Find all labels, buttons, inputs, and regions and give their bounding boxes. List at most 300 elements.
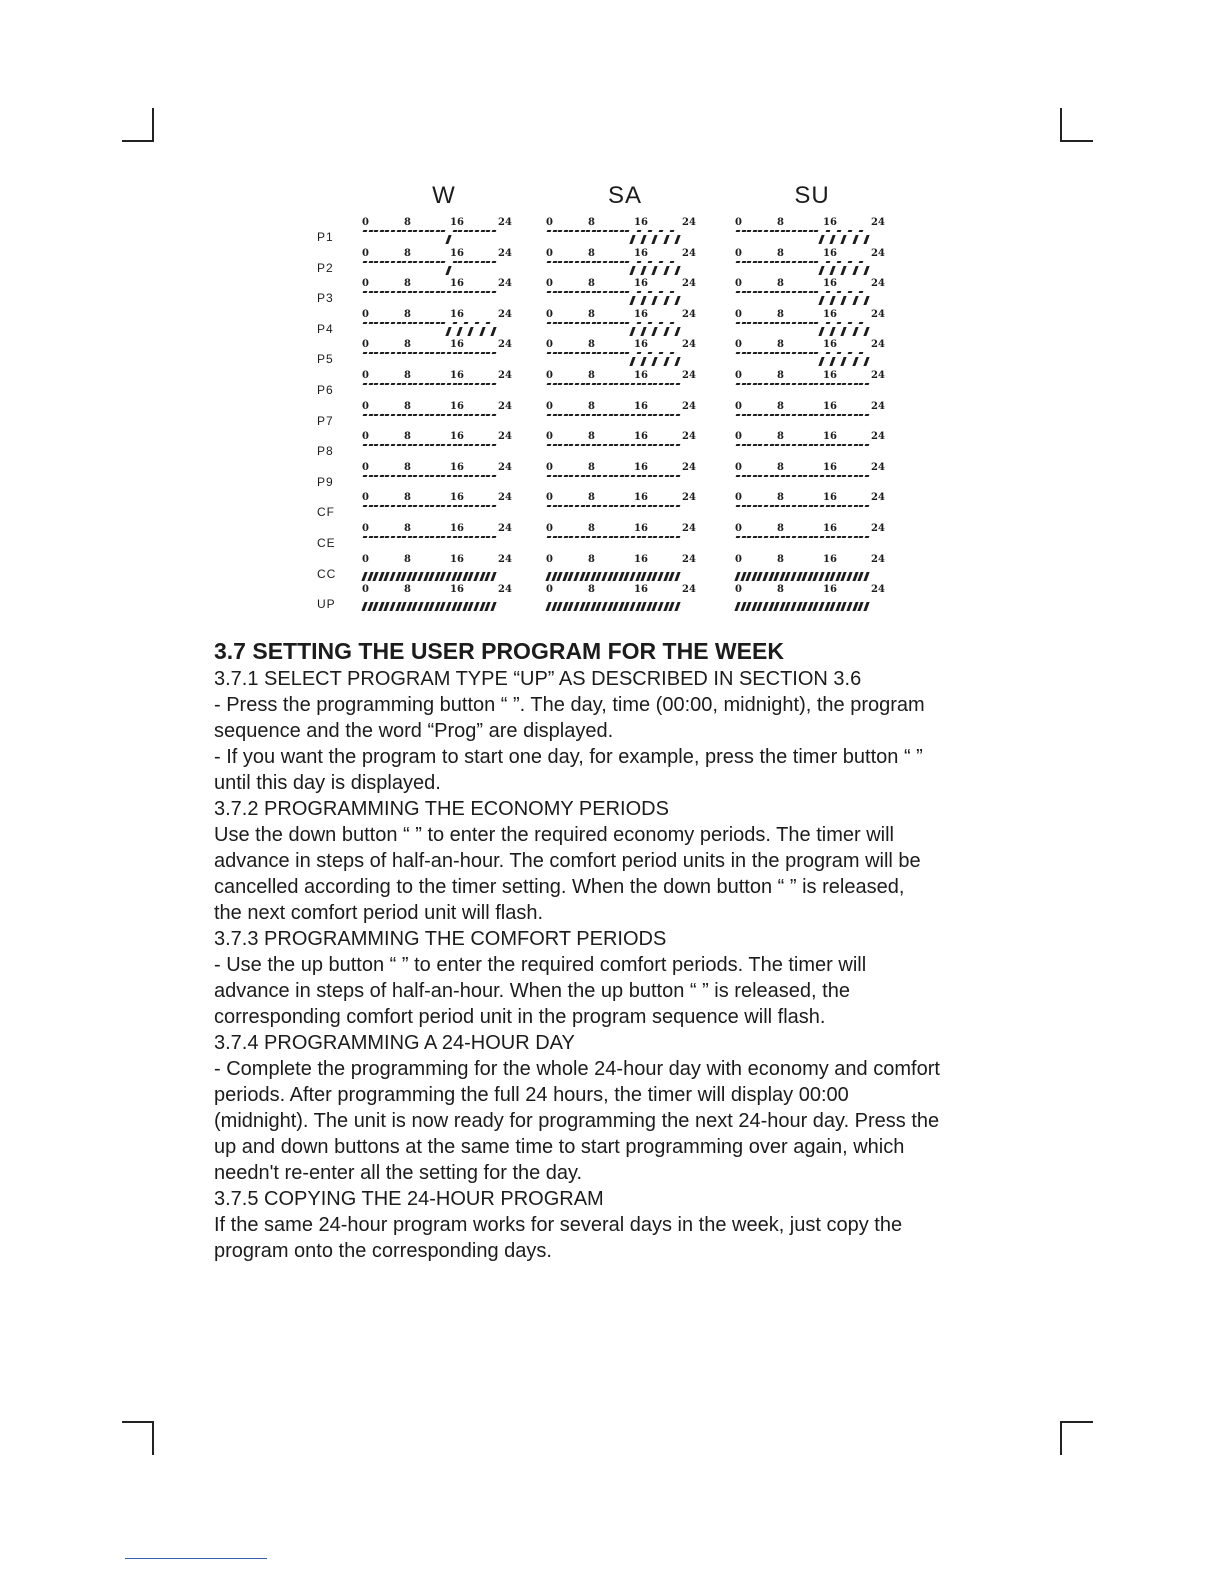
economy-segment bbox=[435, 536, 439, 538]
economy-segment bbox=[820, 383, 824, 385]
economy-segment bbox=[569, 291, 573, 293]
comfort-segment bbox=[858, 572, 864, 581]
economy-segment bbox=[552, 475, 556, 477]
economy-segment bbox=[363, 414, 367, 416]
economy-segment bbox=[475, 291, 479, 293]
economy-segment bbox=[396, 475, 400, 477]
economy-segment bbox=[848, 383, 852, 385]
economy-segment bbox=[558, 230, 562, 232]
program-slots bbox=[735, 321, 885, 337]
economy-segment bbox=[374, 261, 378, 263]
economy-segment bbox=[619, 414, 623, 416]
program-slots bbox=[735, 474, 885, 490]
economy-segment bbox=[475, 475, 479, 477]
economy-segment bbox=[625, 261, 629, 263]
economy-segment bbox=[430, 352, 434, 354]
comfort-segment bbox=[863, 357, 869, 366]
scale-tick: 0 bbox=[735, 431, 742, 443]
economy-segment bbox=[435, 475, 439, 477]
economy-segment bbox=[747, 291, 751, 293]
section-heading: 3.7 SETTING THE USER PROGRAM FOR THE WEEK bbox=[214, 638, 784, 664]
program-cell bbox=[546, 340, 696, 368]
economy-segment bbox=[752, 261, 756, 263]
economy-segment bbox=[563, 505, 567, 507]
program-slots bbox=[735, 260, 885, 276]
economy-segment bbox=[603, 291, 607, 293]
economy-segment bbox=[619, 475, 623, 477]
economy-segment bbox=[797, 322, 801, 324]
comfort-segment bbox=[830, 266, 836, 275]
text-line: advance in steps of half-an-hour. When the up button “ ” is released, the bbox=[214, 980, 850, 1002]
scale-tick: 8 bbox=[404, 584, 411, 596]
scale-tick: 24 bbox=[682, 584, 696, 596]
economy-segment bbox=[836, 383, 840, 385]
economy-segment bbox=[786, 352, 790, 354]
economy-segment bbox=[603, 230, 607, 232]
economy-segment bbox=[475, 536, 479, 538]
scale-tick: 24 bbox=[871, 247, 885, 259]
economy-segment bbox=[591, 505, 595, 507]
scale-tick: 24 bbox=[682, 492, 696, 504]
comfort-segment bbox=[674, 327, 680, 336]
comfort-segment bbox=[863, 296, 869, 305]
economy-segment bbox=[608, 322, 612, 324]
economy-segment bbox=[374, 322, 378, 324]
economy-segment bbox=[797, 352, 801, 354]
economy-segment bbox=[603, 414, 607, 416]
scale-tick: 16 bbox=[450, 370, 464, 381]
day-header-sa: SA bbox=[607, 182, 642, 209]
economy-segment bbox=[391, 230, 395, 232]
economy-segment bbox=[659, 444, 663, 446]
economy-segment bbox=[758, 322, 762, 324]
scale-tick: 24 bbox=[682, 400, 696, 412]
economy-segment bbox=[402, 414, 406, 416]
comfort-segment bbox=[545, 602, 551, 611]
economy-segment bbox=[486, 475, 490, 477]
economy-segment bbox=[480, 352, 484, 354]
economy-segment bbox=[385, 261, 389, 263]
scale-tick: 8 bbox=[404, 553, 411, 565]
economy-segment bbox=[558, 536, 562, 538]
economy-segment bbox=[736, 230, 740, 232]
economy-segment bbox=[664, 383, 668, 385]
scale-tick: 0 bbox=[546, 553, 553, 565]
economy-segment bbox=[631, 414, 635, 416]
economy-segment bbox=[825, 444, 829, 446]
economy-segment bbox=[859, 322, 863, 324]
economy-segment bbox=[808, 230, 812, 232]
economy-segment bbox=[758, 291, 762, 293]
economy-segment bbox=[619, 536, 623, 538]
program-label-p3: P3 bbox=[317, 291, 334, 306]
economy-segment bbox=[848, 291, 852, 293]
comfort-segment bbox=[457, 572, 463, 581]
economy-segment bbox=[447, 444, 451, 446]
economy-segment bbox=[803, 505, 807, 507]
economy-segment bbox=[491, 505, 495, 507]
economy-segment bbox=[463, 475, 467, 477]
economy-segment bbox=[441, 414, 445, 416]
economy-segment bbox=[758, 352, 762, 354]
scale-tick: 24 bbox=[682, 461, 696, 473]
program-slots bbox=[546, 443, 696, 459]
economy-segment bbox=[491, 261, 495, 263]
comfort-segment bbox=[674, 572, 680, 581]
economy-segment bbox=[407, 383, 411, 385]
economy-segment bbox=[591, 291, 595, 293]
economy-segment bbox=[391, 291, 395, 293]
economy-segment bbox=[563, 414, 567, 416]
economy-segment bbox=[775, 505, 779, 507]
comfort-segment bbox=[585, 572, 591, 581]
scale-tick: 24 bbox=[871, 492, 885, 504]
economy-segment bbox=[752, 383, 756, 385]
economy-segment bbox=[670, 414, 674, 416]
economy-segment bbox=[647, 261, 651, 263]
comfort-segment bbox=[830, 327, 836, 336]
economy-segment bbox=[764, 444, 768, 446]
program-slots bbox=[362, 229, 512, 245]
scale-tick: 0 bbox=[735, 278, 742, 290]
economy-segment bbox=[631, 444, 635, 446]
economy-segment bbox=[379, 383, 383, 385]
scale-tick: 8 bbox=[404, 431, 411, 443]
day-header-w: W bbox=[432, 182, 456, 209]
program-cell bbox=[546, 279, 696, 307]
economy-segment bbox=[836, 261, 840, 263]
program-cell bbox=[546, 585, 696, 613]
economy-segment bbox=[747, 444, 751, 446]
economy-segment bbox=[797, 536, 801, 538]
scale-tick: 16 bbox=[823, 584, 837, 596]
program-cell bbox=[735, 279, 885, 307]
day-header-su: SU bbox=[794, 182, 830, 209]
program-cell bbox=[546, 310, 696, 338]
economy-segment bbox=[736, 444, 740, 446]
text-line: - Press the programming button “ ”. The day, time (00:00, midnight), the program bbox=[214, 694, 925, 716]
economy-segment bbox=[374, 505, 378, 507]
scale-tick: 24 bbox=[682, 217, 696, 228]
scale-tick: 8 bbox=[404, 308, 411, 320]
economy-segment bbox=[786, 536, 790, 538]
economy-segment bbox=[775, 322, 779, 324]
economy-segment bbox=[586, 322, 590, 324]
scale-tick: 0 bbox=[735, 370, 742, 381]
scale-tick: 16 bbox=[450, 308, 464, 320]
program-slots bbox=[362, 474, 512, 490]
economy-segment bbox=[391, 536, 395, 538]
economy-segment bbox=[491, 291, 495, 293]
economy-segment bbox=[848, 475, 852, 477]
economy-segment bbox=[486, 352, 490, 354]
scale-tick: 16 bbox=[450, 461, 464, 473]
scale-tick: 8 bbox=[588, 370, 595, 381]
economy-segment bbox=[547, 505, 551, 507]
economy-segment bbox=[769, 536, 773, 538]
economy-segment bbox=[853, 475, 857, 477]
comfort-segment bbox=[852, 327, 858, 336]
comfort-segment bbox=[401, 572, 407, 581]
scale-tick: 8 bbox=[404, 339, 411, 351]
economy-segment bbox=[836, 475, 840, 477]
economy-segment bbox=[586, 475, 590, 477]
economy-segment bbox=[831, 505, 835, 507]
economy-segment bbox=[419, 352, 423, 354]
economy-segment bbox=[614, 505, 618, 507]
economy-segment bbox=[563, 291, 567, 293]
economy-segment bbox=[597, 536, 601, 538]
economy-segment bbox=[758, 536, 762, 538]
economy-segment bbox=[797, 261, 801, 263]
economy-segment bbox=[608, 291, 612, 293]
economy-segment bbox=[814, 505, 818, 507]
economy-segment bbox=[552, 505, 556, 507]
economy-segment bbox=[752, 505, 756, 507]
economy-segment bbox=[764, 414, 768, 416]
economy-segment bbox=[808, 475, 812, 477]
economy-segment bbox=[741, 383, 745, 385]
economy-segment bbox=[775, 352, 779, 354]
economy-segment bbox=[803, 444, 807, 446]
economy-segment bbox=[636, 230, 640, 232]
economy-segment bbox=[764, 352, 768, 354]
text-line: until this day is displayed. bbox=[214, 772, 441, 794]
economy-segment bbox=[419, 414, 423, 416]
economy-segment bbox=[558, 475, 562, 477]
program-label-p6: P6 bbox=[317, 383, 334, 397]
economy-segment bbox=[625, 475, 629, 477]
economy-segment bbox=[591, 475, 595, 477]
economy-segment bbox=[547, 322, 551, 324]
economy-segment bbox=[374, 383, 378, 385]
comfort-segment bbox=[830, 572, 836, 581]
economy-segment bbox=[385, 444, 389, 446]
economy-segment bbox=[552, 291, 556, 293]
economy-segment bbox=[736, 383, 740, 385]
economy-segment bbox=[647, 291, 651, 293]
scale-tick: 8 bbox=[777, 339, 784, 351]
economy-segment bbox=[419, 475, 423, 477]
scale-tick: 16 bbox=[634, 400, 648, 412]
economy-segment bbox=[608, 475, 612, 477]
comfort-segment bbox=[818, 602, 824, 611]
economy-segment bbox=[792, 414, 796, 416]
economy-segment bbox=[764, 322, 768, 324]
program-label-up: UP bbox=[317, 597, 336, 612]
scale-tick: 16 bbox=[634, 431, 648, 443]
economy-segment bbox=[569, 505, 573, 507]
comfort-segment bbox=[468, 327, 474, 336]
comfort-segment bbox=[674, 602, 680, 611]
program-cell bbox=[362, 432, 512, 460]
economy-segment bbox=[391, 322, 395, 324]
economy-segment bbox=[368, 230, 372, 232]
economy-segment bbox=[441, 230, 445, 232]
economy-segment bbox=[463, 444, 467, 446]
scale-tick: 16 bbox=[450, 217, 464, 228]
comfort-segment bbox=[663, 357, 669, 366]
economy-segment bbox=[736, 505, 740, 507]
economy-segment bbox=[636, 261, 640, 263]
economy-segment bbox=[374, 444, 378, 446]
economy-segment bbox=[848, 505, 852, 507]
economy-segment bbox=[396, 444, 400, 446]
comfort-segment bbox=[846, 572, 852, 581]
program-label-cf: CF bbox=[317, 505, 335, 520]
economy-segment bbox=[780, 322, 784, 324]
program-slots bbox=[735, 351, 885, 367]
economy-segment bbox=[363, 536, 367, 538]
economy-segment bbox=[363, 352, 367, 354]
economy-segment bbox=[463, 383, 467, 385]
economy-segment bbox=[547, 383, 551, 385]
program-slots bbox=[546, 351, 696, 367]
economy-segment bbox=[647, 444, 651, 446]
economy-segment bbox=[385, 230, 389, 232]
scale-tick: 24 bbox=[498, 584, 512, 596]
program-cell bbox=[546, 249, 696, 277]
economy-segment bbox=[435, 352, 439, 354]
economy-segment bbox=[475, 230, 479, 232]
economy-segment bbox=[769, 475, 773, 477]
economy-segment bbox=[486, 414, 490, 416]
scale-tick: 16 bbox=[634, 308, 648, 320]
text-line: 3.7.4 PROGRAMMING A 24-HOUR DAY bbox=[214, 1032, 575, 1054]
economy-segment bbox=[853, 505, 857, 507]
economy-segment bbox=[780, 536, 784, 538]
economy-segment bbox=[368, 505, 372, 507]
section-lines bbox=[214, 666, 1014, 1264]
program-cell bbox=[546, 493, 696, 521]
economy-segment bbox=[814, 230, 818, 232]
economy-segment bbox=[825, 352, 829, 354]
economy-segment bbox=[659, 291, 663, 293]
program-cell bbox=[362, 463, 512, 491]
economy-segment bbox=[363, 505, 367, 507]
economy-segment bbox=[647, 383, 651, 385]
comfort-segment bbox=[417, 602, 423, 611]
economy-segment bbox=[642, 536, 646, 538]
scale-tick: 8 bbox=[777, 492, 784, 504]
economy-segment bbox=[413, 261, 417, 263]
comfort-segment bbox=[573, 602, 579, 611]
scale-tick: 0 bbox=[546, 217, 553, 228]
economy-segment bbox=[424, 261, 428, 263]
economy-segment bbox=[402, 352, 406, 354]
comfort-segment bbox=[629, 572, 635, 581]
economy-segment bbox=[379, 444, 383, 446]
economy-segment bbox=[458, 383, 462, 385]
scale-tick: 8 bbox=[404, 523, 411, 534]
economy-segment bbox=[741, 475, 745, 477]
economy-segment bbox=[552, 444, 556, 446]
economy-segment bbox=[419, 230, 423, 232]
program-slots bbox=[362, 290, 512, 306]
scale-tick: 8 bbox=[588, 339, 595, 351]
economy-segment bbox=[452, 475, 456, 477]
economy-segment bbox=[575, 352, 579, 354]
economy-segment bbox=[831, 414, 835, 416]
economy-segment bbox=[402, 383, 406, 385]
scale-tick: 0 bbox=[362, 431, 369, 443]
scale-tick: 8 bbox=[777, 431, 784, 443]
economy-segment bbox=[597, 291, 601, 293]
comfort-segment bbox=[641, 327, 647, 336]
economy-segment bbox=[469, 291, 473, 293]
economy-segment bbox=[441, 352, 445, 354]
economy-segment bbox=[803, 291, 807, 293]
economy-segment bbox=[441, 505, 445, 507]
comfort-segment bbox=[641, 296, 647, 305]
economy-segment bbox=[758, 383, 762, 385]
economy-segment bbox=[424, 414, 428, 416]
economy-segment bbox=[608, 352, 612, 354]
economy-segment bbox=[675, 383, 679, 385]
comfort-segment bbox=[818, 235, 824, 244]
scale-tick: 0 bbox=[735, 247, 742, 259]
economy-segment bbox=[475, 414, 479, 416]
economy-segment bbox=[653, 505, 657, 507]
comfort-segment bbox=[830, 296, 836, 305]
economy-segment bbox=[419, 291, 423, 293]
economy-segment bbox=[808, 291, 812, 293]
economy-segment bbox=[614, 475, 618, 477]
economy-segment bbox=[374, 414, 378, 416]
program-slots bbox=[546, 596, 696, 612]
economy-segment bbox=[463, 230, 467, 232]
economy-segment bbox=[469, 475, 473, 477]
economy-segment bbox=[486, 261, 490, 263]
economy-segment bbox=[363, 322, 367, 324]
economy-segment bbox=[764, 383, 768, 385]
economy-segment bbox=[580, 536, 584, 538]
economy-segment bbox=[374, 475, 378, 477]
scale-tick: 8 bbox=[777, 584, 784, 596]
economy-segment bbox=[747, 352, 751, 354]
economy-segment bbox=[820, 505, 824, 507]
economy-segment bbox=[848, 414, 852, 416]
comfort-segment bbox=[545, 572, 551, 581]
program-label-p1: P1 bbox=[317, 230, 334, 244]
economy-segment bbox=[586, 505, 590, 507]
economy-segment bbox=[385, 291, 389, 293]
economy-segment bbox=[603, 383, 607, 385]
economy-segment bbox=[368, 475, 372, 477]
program-slots bbox=[362, 443, 512, 459]
program-slots bbox=[735, 596, 885, 612]
program-cell bbox=[362, 279, 512, 307]
economy-segment bbox=[424, 383, 428, 385]
economy-segment bbox=[419, 261, 423, 263]
economy-segment bbox=[363, 291, 367, 293]
program-slots bbox=[546, 321, 696, 337]
economy-segment bbox=[636, 291, 640, 293]
scale-tick: 16 bbox=[634, 492, 648, 504]
scale-tick: 0 bbox=[362, 339, 369, 351]
program-cell bbox=[362, 340, 512, 368]
scale-tick: 8 bbox=[588, 492, 595, 504]
economy-segment bbox=[864, 444, 868, 446]
comfort-segment bbox=[473, 572, 479, 581]
economy-segment bbox=[480, 536, 484, 538]
economy-segment bbox=[597, 475, 601, 477]
economy-segment bbox=[631, 475, 635, 477]
economy-segment bbox=[775, 536, 779, 538]
scale-tick: 24 bbox=[871, 461, 885, 473]
scale-tick: 8 bbox=[588, 431, 595, 443]
economy-segment bbox=[619, 261, 623, 263]
